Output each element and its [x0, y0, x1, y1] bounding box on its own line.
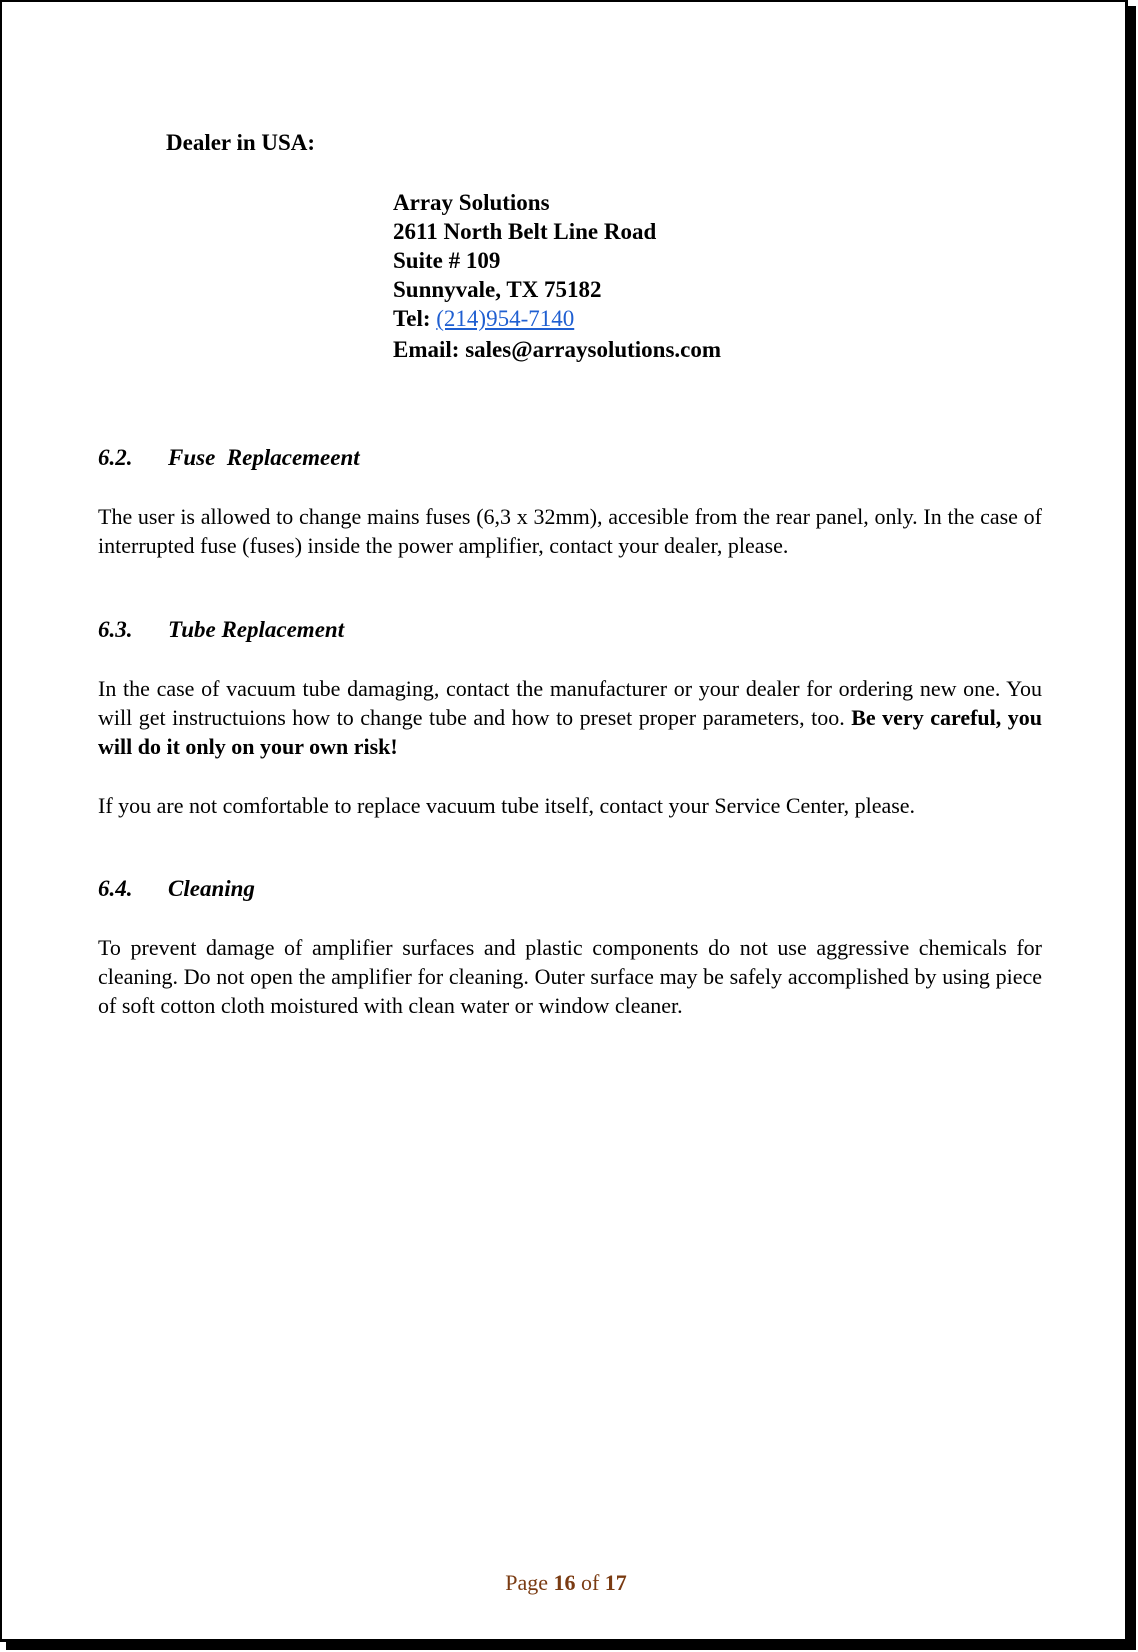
paragraph-cleaning: To prevent damage of amplifier surfaces and plastic components do not use aggressive chemicals for cleaning. Do not open the amplifier for cleaning. Outer surface may be safely accomplished by using piece of soft cotton cloth moistured with clean water or window cleaner. [98, 935, 1042, 1018]
section-title: Tube Replacement [168, 617, 345, 642]
paragraph-tube-text: In the case of vacuum tube damaging, contact the manufacturer or your dealer for ordering new one. You will get instructuions how to change tube and how to preset proper parameters, too. [98, 676, 1042, 730]
footer-total-pages: 17 [604, 1570, 627, 1595]
dealer-street: 2611 North Belt Line Road [393, 219, 657, 244]
dealer-heading: Dealer in USA: [166, 130, 316, 155]
paragraph-tube [98, 674, 1042, 761]
dealer-tel-link[interactable]: (214)954-7140 [436, 306, 575, 331]
section-title: Cleaning [168, 876, 255, 901]
section-heading-cleaning [98, 876, 255, 902]
page-shadow-right [1128, 6, 1136, 1650]
section-number: 6.3. [98, 617, 133, 642]
dealer-address [393, 188, 721, 364]
section-number: 6.4. [98, 876, 133, 901]
dealer-city: Sunnyvale, TX 75182 [393, 277, 602, 302]
page-shadow-bottom [6, 1642, 1136, 1650]
footer-current-page: 16 [553, 1570, 576, 1595]
dealer-suite: Suite # 109 [393, 248, 501, 273]
section-title: Fuse Replacemeent [168, 445, 360, 470]
section-number: 6.2. [98, 445, 133, 470]
paragraph-tube-warning: Be very careful, you will do it only on your own risk! [98, 705, 1042, 759]
paragraph-tube-service: If you are not comfortable to replace vacuum tube itself, contact your Service Center, please. [98, 793, 916, 818]
section-heading-fuse [98, 445, 360, 471]
page-footer [2, 1570, 1130, 1596]
paragraph-fuse: The user is allowed to change mains fuses (6,3 x 32mm), accesible from the rear panel, only. In the case of interrupted fuse (fuses) inside the power amplifier, contact your dealer, please. [98, 504, 1042, 558]
footer-of-word: of [580, 1570, 600, 1595]
dealer-tel-label: Tel: [393, 306, 431, 331]
dealer-email: Email: sales@arraysolutions.com [393, 337, 722, 362]
footer-page-word: Page [505, 1570, 548, 1595]
dealer-tel-line [393, 304, 721, 333]
dealer-company: Array Solutions [393, 190, 550, 215]
section-heading-tube [98, 617, 344, 643]
